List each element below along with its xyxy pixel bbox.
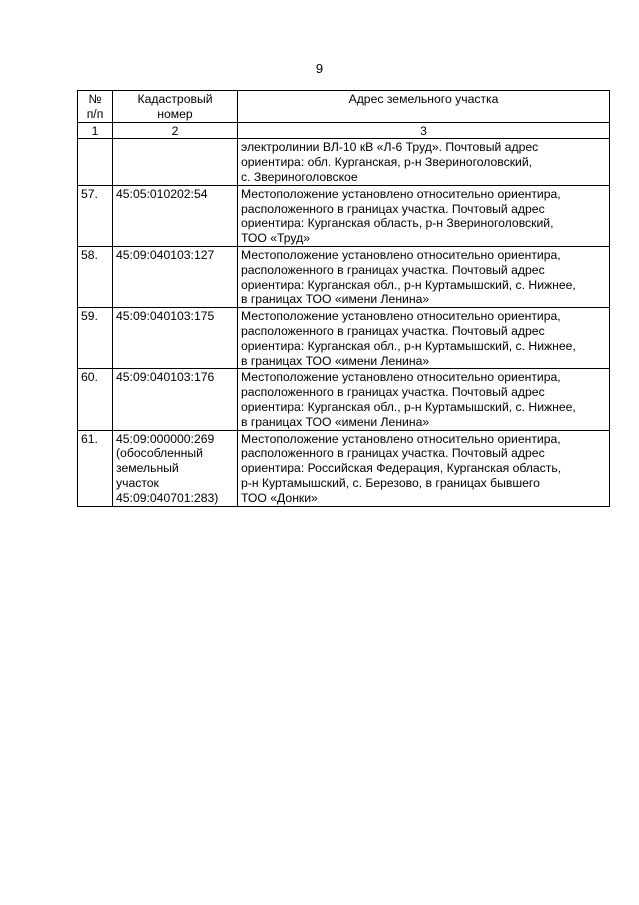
header-address-line: Адрес земельного участка bbox=[348, 92, 499, 106]
address-line: Местоположение установлено относительно ориентира, bbox=[241, 431, 561, 446]
address-line: ориентира: обл. Курганская, р-н Звериноголовский, bbox=[241, 155, 533, 170]
address-cell bbox=[238, 246, 610, 307]
address-cell bbox=[238, 369, 610, 430]
row-number bbox=[78, 139, 113, 185]
header-cadastral bbox=[113, 91, 238, 123]
column-index-row bbox=[78, 122, 610, 139]
table-row bbox=[78, 369, 610, 430]
address-line: ТОО «Труд» bbox=[241, 231, 310, 246]
address-cell bbox=[238, 308, 610, 369]
address-cell bbox=[238, 185, 610, 246]
cadastral-number-line: 45:09:040103:175 bbox=[116, 309, 215, 324]
cadastral-number-cell bbox=[113, 139, 238, 185]
cadastral-number-line: 45:09:040103:176 bbox=[116, 370, 215, 385]
cadastral-number-line: 45:09:040103:127 bbox=[116, 247, 215, 262]
address-cell bbox=[238, 139, 610, 185]
row-number: 57. bbox=[78, 185, 113, 246]
header-number bbox=[78, 91, 113, 123]
header-number-line: № bbox=[88, 92, 102, 106]
table-row bbox=[78, 246, 610, 307]
address-line: ориентира: Курганская обл., р-н Куртамышский, с. Нижнее, bbox=[241, 338, 576, 353]
address-cell bbox=[238, 430, 610, 506]
land-plots-table bbox=[77, 90, 610, 507]
column-index-1: 1 bbox=[78, 122, 113, 139]
address-line: в границах ТОО «имени Ленина» bbox=[241, 414, 430, 429]
row-number: 59. bbox=[78, 308, 113, 369]
address-line: Местоположение установлено относительно ориентира, bbox=[241, 370, 561, 385]
cadastral-number-cell bbox=[113, 308, 238, 369]
address-line: расположенного в границах участка. Почтовый адрес bbox=[241, 201, 545, 216]
address-line: расположенного в границах участка. Почтовый адрес bbox=[241, 385, 545, 400]
address-line: Местоположение установлено относительно ориентира, bbox=[241, 247, 561, 262]
address-line: ориентира: Курганская обл., р-н Куртамышский, с. Нижнее, bbox=[241, 399, 576, 414]
address-line: ориентира: Курганская обл., р-н Куртамышский, с. Нижнее, bbox=[241, 277, 576, 292]
address-line: в границах ТОО «имени Ленина» bbox=[241, 292, 430, 307]
page-number: 9 bbox=[315, 61, 324, 76]
cadastral-number-line: участок bbox=[116, 475, 159, 490]
row-number: 61. bbox=[78, 430, 113, 506]
table-row bbox=[78, 185, 610, 246]
cadastral-number-cell bbox=[113, 369, 238, 430]
header-cadastral-line: Кадастровый bbox=[137, 92, 213, 106]
cadastral-number-line: земельный bbox=[116, 461, 179, 476]
address-line: Местоположение установлено относительно ориентира, bbox=[241, 309, 561, 324]
address-line: р-н Куртамышский, с. Березово, в границах бывшего bbox=[241, 475, 540, 490]
row-number: 58. bbox=[78, 246, 113, 307]
cadastral-number-line: (обособленный bbox=[116, 446, 203, 461]
address-line: Местоположение установлено относительно ориентира, bbox=[241, 186, 561, 201]
column-index-2: 2 bbox=[113, 122, 238, 139]
cadastral-number-cell bbox=[113, 430, 238, 506]
column-index-3: 3 bbox=[238, 122, 610, 139]
cadastral-number-cell bbox=[113, 246, 238, 307]
address-line: с. Звериноголовское bbox=[241, 169, 358, 184]
address-line: ориентира: Российская Федерация, Курганская область, bbox=[241, 461, 562, 476]
address-line: ориентира: Курганская область, р-н Звериноголовский, bbox=[241, 216, 554, 231]
cadastral-number-line: 45:09:000000:269 bbox=[116, 431, 215, 446]
table-row bbox=[78, 430, 610, 506]
cadastral-number-line: 45:05:010202:54 bbox=[116, 186, 208, 201]
table-row bbox=[78, 308, 610, 369]
address-line: расположенного в границах участка. Почтовый адрес bbox=[241, 262, 545, 277]
address-line: расположенного в границах участка. Почтовый адрес bbox=[241, 446, 545, 461]
address-line: электролинии ВЛ-10 кВ «Л-6 Труд». Почтовый адрес bbox=[241, 140, 539, 155]
cadastral-number-line: 45:09:040701:283) bbox=[116, 490, 219, 505]
header-address bbox=[238, 91, 610, 123]
table-header-row bbox=[78, 91, 610, 123]
header-cadastral-line: номер bbox=[157, 106, 193, 121]
row-number: 60. bbox=[78, 369, 113, 430]
table-row bbox=[78, 139, 610, 185]
address-line: в границах ТОО «имени Ленина» bbox=[241, 353, 430, 368]
header-number-line: п/п bbox=[86, 106, 104, 121]
address-line: ТОО «Донки» bbox=[241, 490, 318, 505]
address-line: расположенного в границах участка. Почтовый адрес bbox=[241, 323, 545, 338]
cadastral-number-cell bbox=[113, 185, 238, 246]
table-body bbox=[78, 139, 610, 506]
